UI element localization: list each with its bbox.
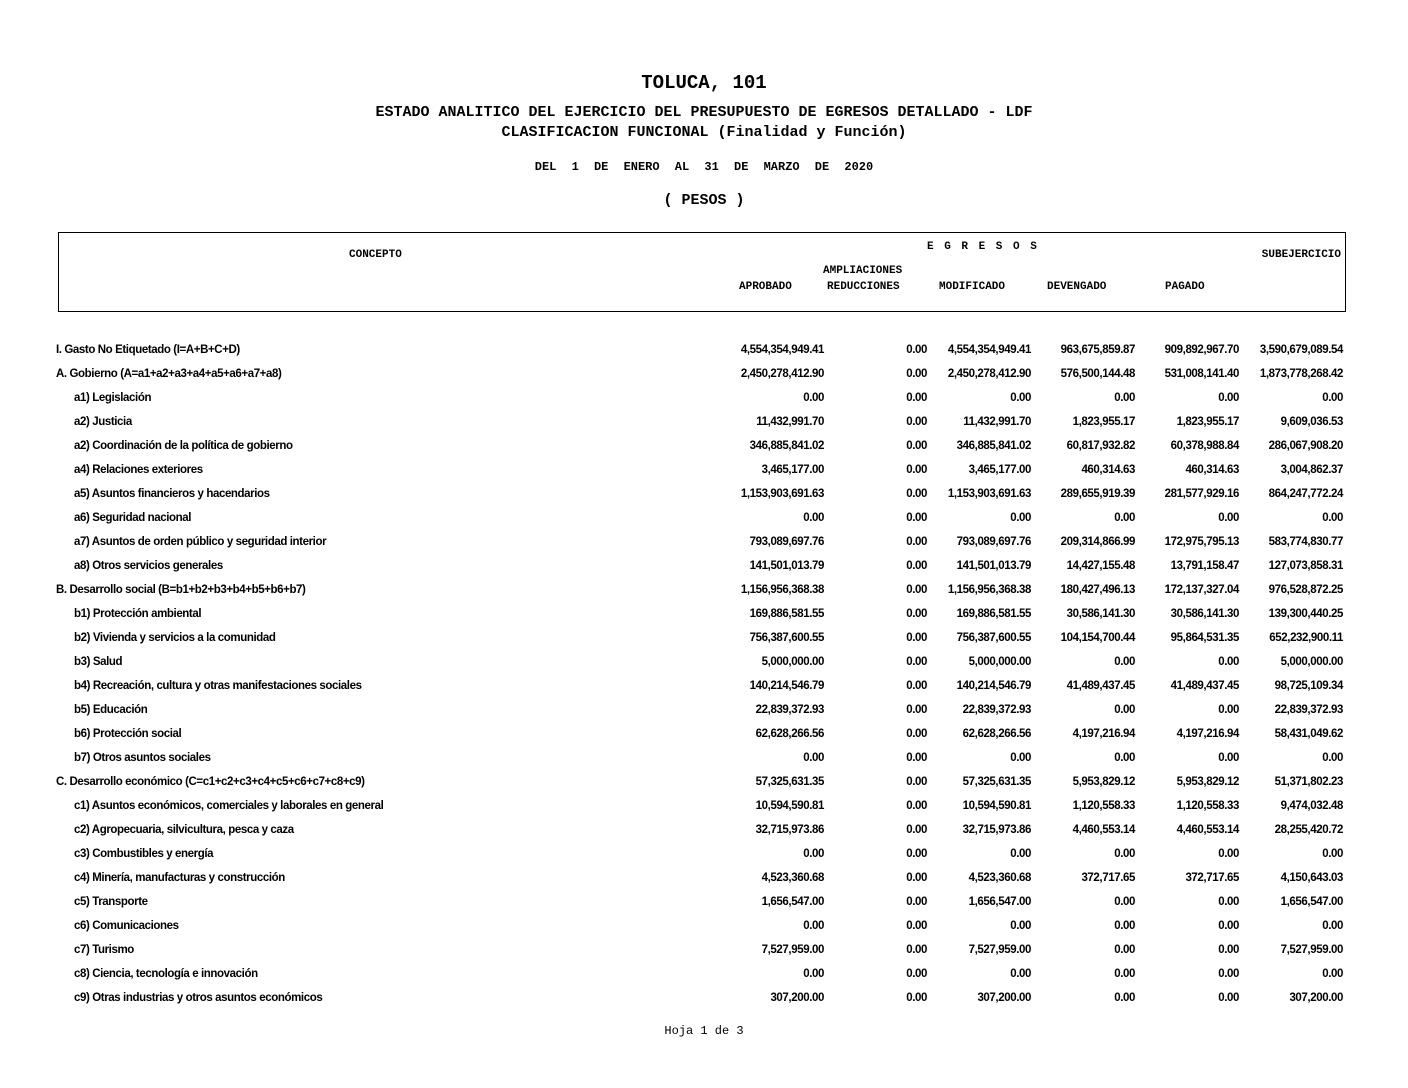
row-concepto: a4) Relaciones exteriores	[74, 464, 203, 476]
table-row	[0, 509, 1408, 533]
cell-devengado: 0.00	[1114, 920, 1135, 932]
cell-pagado: 1,120,558.33	[1176, 800, 1239, 812]
cell-reducciones: 0.00	[906, 800, 927, 812]
cell-subejercicio: 51,371,802.23	[1274, 776, 1343, 788]
cell-subejercicio: 652,232,900.11	[1269, 632, 1343, 644]
cell-pagado: 13,791,158.47	[1170, 560, 1239, 572]
cell-devengado: 0.00	[1114, 968, 1135, 980]
cell-subejercicio: 4,150,643.03	[1280, 872, 1343, 884]
header-ampliaciones: AMPLIACIONES	[823, 265, 903, 277]
cell-reducciones: 0.00	[906, 608, 927, 620]
cell-subejercicio: 3,004,862.37	[1280, 464, 1343, 476]
cell-pagado: 172,975,795.13	[1164, 536, 1239, 548]
row-concepto: c6) Comunicaciones	[74, 920, 179, 932]
cell-devengado: 576,500,144.48	[1060, 368, 1135, 380]
row-concepto: a8) Otros servicios generales	[74, 560, 223, 572]
cell-devengado: 0.00	[1114, 392, 1135, 404]
cell-modificado: 346,885,841.02	[956, 440, 1031, 452]
cell-modificado: 0.00	[1010, 512, 1031, 524]
table-row	[0, 941, 1408, 965]
cell-modificado: 0.00	[1010, 848, 1031, 860]
table-row	[0, 605, 1408, 629]
cell-subejercicio: 1,873,778,268.42	[1259, 368, 1343, 380]
cell-modificado: 4,523,360.68	[968, 872, 1031, 884]
budget-table-body	[0, 341, 1408, 1013]
cell-devengado: 0.00	[1114, 848, 1135, 860]
row-concepto: I. Gasto No Etiquetado (I=A+B+C+D)	[56, 344, 240, 356]
cell-aprobado: 141,501,013.79	[749, 560, 824, 572]
row-concepto: a2) Justicia	[74, 416, 132, 428]
cell-devengado: 4,197,216.94	[1072, 728, 1135, 740]
table-header	[58, 232, 1346, 312]
row-concepto: b6) Protección social	[74, 728, 182, 740]
row-concepto: b7) Otros asuntos sociales	[74, 752, 211, 764]
row-concepto: c2) Agropecuaria, silvicultura, pesca y caza	[74, 824, 294, 836]
cell-aprobado: 57,325,631.35	[755, 776, 824, 788]
cell-subejercicio: 286,067,908.20	[1268, 440, 1343, 452]
table-row	[0, 581, 1408, 605]
row-concepto: c8) Ciencia, tecnología e innovación	[74, 968, 258, 980]
cell-devengado: 289,655,919.39	[1060, 488, 1135, 500]
table-row	[0, 821, 1408, 845]
report-units: ( PESOS )	[663, 192, 745, 209]
table-row	[0, 653, 1408, 677]
cell-aprobado: 5,000,000.00	[761, 656, 824, 668]
cell-aprobado: 4,554,354,949.41	[740, 344, 824, 356]
cell-pagado: 0.00	[1218, 920, 1239, 932]
cell-modificado: 756,387,600.55	[956, 632, 1031, 644]
cell-modificado: 3,465,177.00	[968, 464, 1031, 476]
table-row	[0, 485, 1408, 509]
cell-devengado: 5,953,829.12	[1072, 776, 1135, 788]
cell-modificado: 32,715,973.86	[962, 824, 1031, 836]
row-concepto: b1) Protección ambiental	[74, 608, 202, 620]
cell-reducciones: 0.00	[906, 656, 927, 668]
cell-pagado: 0.00	[1218, 944, 1239, 956]
cell-subejercicio: 0.00	[1322, 752, 1343, 764]
cell-subejercicio: 7,527,959.00	[1280, 944, 1343, 956]
cell-reducciones: 0.00	[906, 944, 927, 956]
header-subejercicio: SUBEJERCICIO	[1261, 249, 1341, 261]
cell-reducciones: 0.00	[906, 560, 927, 572]
header-pagado: PAGADO	[1165, 281, 1205, 293]
cell-devengado: 963,675,859.87	[1060, 344, 1135, 356]
cell-pagado: 4,460,553.14	[1176, 824, 1239, 836]
cell-pagado: 0.00	[1218, 848, 1239, 860]
cell-pagado: 0.00	[1218, 512, 1239, 524]
cell-pagado: 0.00	[1218, 752, 1239, 764]
cell-devengado: 104,154,700.44	[1060, 632, 1135, 644]
cell-pagado: 0.00	[1218, 968, 1239, 980]
cell-modificado: 2,450,278,412.90	[947, 368, 1031, 380]
row-concepto: a6) Seguridad nacional	[74, 512, 192, 524]
row-concepto: a1) Legislación	[74, 392, 152, 404]
cell-subejercicio: 28,255,420.72	[1274, 824, 1343, 836]
table-row	[0, 533, 1408, 557]
cell-subejercicio: 307,200.00	[1289, 992, 1343, 1004]
cell-modificado: 169,886,581.55	[956, 608, 1031, 620]
row-concepto: c3) Combustibles y energía	[74, 848, 214, 860]
cell-pagado: 0.00	[1218, 392, 1239, 404]
row-concepto: B. Desarrollo social (B=b1+b2+b3+b4+b5+b6+b7)	[56, 584, 306, 596]
cell-pagado: 5,953,829.12	[1176, 776, 1239, 788]
cell-devengado: 180,427,496.13	[1060, 584, 1135, 596]
cell-aprobado: 0.00	[803, 968, 824, 980]
cell-reducciones: 0.00	[906, 392, 927, 404]
row-concepto: A. Gobierno (A=a1+a2+a3+a4+a5+a6+a7+a8)	[56, 368, 282, 380]
table-row	[0, 389, 1408, 413]
cell-devengado: 14,427,155.48	[1066, 560, 1135, 572]
cell-modificado: 793,089,697.76	[956, 536, 1031, 548]
cell-subejercicio: 976,528,872.25	[1268, 584, 1343, 596]
cell-aprobado: 22,839,372.93	[755, 704, 824, 716]
cell-devengado: 60,817,932.82	[1066, 440, 1135, 452]
report-classification: CLASIFICACION FUNCIONAL (Finalidad y Función)	[501, 124, 907, 141]
cell-reducciones: 0.00	[906, 968, 927, 980]
row-concepto: c4) Minería, manufacturas y construcción	[74, 872, 285, 884]
cell-pagado: 1,823,955.17	[1176, 416, 1239, 428]
cell-reducciones: 0.00	[906, 344, 927, 356]
cell-aprobado: 346,885,841.02	[749, 440, 824, 452]
cell-aprobado: 62,628,266.56	[755, 728, 824, 740]
table-row	[0, 629, 1408, 653]
table-row	[0, 797, 1408, 821]
row-concepto: a5) Asuntos financieros y hacendarios	[74, 488, 270, 500]
cell-pagado: 909,892,967.70	[1164, 344, 1239, 356]
cell-reducciones: 0.00	[906, 584, 927, 596]
cell-subejercicio: 864,247,772.24	[1268, 488, 1343, 500]
cell-subejercicio: 127,073,858.31	[1268, 560, 1343, 572]
row-concepto: b2) Vivienda y servicios a la comunidad	[74, 632, 276, 644]
table-row	[0, 437, 1408, 461]
row-concepto: c1) Asuntos económicos, comerciales y laborales en general	[74, 800, 384, 812]
cell-aprobado: 0.00	[803, 920, 824, 932]
cell-reducciones: 0.00	[906, 872, 927, 884]
table-row	[0, 725, 1408, 749]
cell-subejercicio: 0.00	[1322, 512, 1343, 524]
cell-aprobado: 0.00	[803, 392, 824, 404]
cell-pagado: 281,577,929.16	[1164, 488, 1239, 500]
cell-devengado: 0.00	[1114, 704, 1135, 716]
cell-subejercicio: 583,774,830.77	[1268, 536, 1343, 548]
table-row	[0, 557, 1408, 581]
cell-pagado: 30,586,141.30	[1170, 608, 1239, 620]
cell-aprobado: 140,214,546.79	[749, 680, 824, 692]
cell-pagado: 372,717.65	[1185, 872, 1239, 884]
cell-aprobado: 4,523,360.68	[761, 872, 824, 884]
header-devengado: DEVENGADO	[1047, 281, 1107, 293]
cell-subejercicio: 0.00	[1322, 392, 1343, 404]
cell-devengado: 0.00	[1114, 512, 1135, 524]
cell-modificado: 5,000,000.00	[968, 656, 1031, 668]
cell-modificado: 4,554,354,949.41	[947, 344, 1031, 356]
cell-devengado: 41,489,437.45	[1066, 680, 1135, 692]
table-row	[0, 773, 1408, 797]
cell-reducciones: 0.00	[906, 680, 927, 692]
cell-reducciones: 0.00	[906, 728, 927, 740]
cell-devengado: 4,460,553.14	[1072, 824, 1135, 836]
cell-reducciones: 0.00	[906, 632, 927, 644]
cell-pagado: 0.00	[1218, 992, 1239, 1004]
header-aprobado: APROBADO	[739, 281, 792, 293]
cell-reducciones: 0.00	[906, 920, 927, 932]
cell-devengado: 0.00	[1114, 896, 1135, 908]
cell-modificado: 0.00	[1010, 752, 1031, 764]
table-row	[0, 749, 1408, 773]
cell-aprobado: 1,153,903,691.63	[740, 488, 824, 500]
cell-reducciones: 0.00	[906, 992, 927, 1004]
cell-pagado: 460,314.63	[1185, 464, 1239, 476]
cell-modificado: 22,839,372.93	[962, 704, 1031, 716]
table-row	[0, 893, 1408, 917]
table-row	[0, 869, 1408, 893]
cell-reducciones: 0.00	[906, 752, 927, 764]
cell-pagado: 95,864,531.35	[1170, 632, 1239, 644]
cell-subejercicio: 0.00	[1322, 968, 1343, 980]
table-row	[0, 917, 1408, 941]
cell-pagado: 4,197,216.94	[1176, 728, 1239, 740]
cell-modificado: 1,153,903,691.63	[947, 488, 1031, 500]
cell-reducciones: 0.00	[906, 848, 927, 860]
cell-devengado: 0.00	[1114, 992, 1135, 1004]
cell-subejercicio: 0.00	[1322, 848, 1343, 860]
header-egresos: E G R E S O S	[927, 241, 1039, 253]
table-row	[0, 845, 1408, 869]
cell-reducciones: 0.00	[906, 776, 927, 788]
table-row	[0, 461, 1408, 485]
row-concepto: c9) Otras industrias y otros asuntos económicos	[74, 992, 323, 1004]
cell-aprobado: 1,656,547.00	[761, 896, 824, 908]
cell-modificado: 11,432,991.70	[963, 416, 1031, 428]
cell-pagado: 0.00	[1218, 656, 1239, 668]
cell-aprobado: 169,886,581.55	[749, 608, 824, 620]
cell-reducciones: 0.00	[906, 512, 927, 524]
cell-modificado: 1,156,956,368.38	[947, 584, 1031, 596]
cell-devengado: 0.00	[1114, 944, 1135, 956]
cell-modificado: 57,325,631.35	[962, 776, 1031, 788]
table-row	[0, 365, 1408, 389]
row-concepto: C. Desarrollo económico (C=c1+c2+c3+c4+c5+c6+c7+c8+c9)	[56, 776, 365, 788]
table-row	[0, 989, 1408, 1013]
cell-devengado: 460,314.63	[1081, 464, 1135, 476]
cell-aprobado: 7,527,959.00	[761, 944, 824, 956]
cell-devengado: 1,823,955.17	[1072, 416, 1135, 428]
cell-devengado: 372,717.65	[1081, 872, 1135, 884]
table-row	[0, 701, 1408, 725]
header-modificado: MODIFICADO	[939, 281, 1006, 293]
cell-aprobado: 793,089,697.76	[749, 536, 824, 548]
cell-modificado: 141,501,013.79	[956, 560, 1031, 572]
cell-aprobado: 756,387,600.55	[749, 632, 824, 644]
cell-modificado: 140,214,546.79	[956, 680, 1031, 692]
cell-aprobado: 2,450,278,412.90	[740, 368, 824, 380]
cell-aprobado: 32,715,973.86	[755, 824, 824, 836]
header-reducciones: REDUCCIONES	[827, 281, 900, 293]
cell-modificado: 7,527,959.00	[968, 944, 1031, 956]
cell-modificado: 0.00	[1010, 968, 1031, 980]
report-title: TOLUCA, 101	[641, 72, 767, 94]
cell-reducciones: 0.00	[906, 464, 927, 476]
row-concepto: a7) Asuntos de orden público y seguridad interior	[74, 536, 327, 548]
row-concepto: b5) Educación	[74, 704, 148, 716]
cell-subejercicio: 9,474,032.48	[1280, 800, 1343, 812]
cell-subejercicio: 98,725,109.34	[1274, 680, 1343, 692]
cell-pagado: 172,137,327.04	[1164, 584, 1239, 596]
row-concepto: c5) Transporte	[74, 896, 148, 908]
cell-aprobado: 0.00	[803, 752, 824, 764]
cell-pagado: 0.00	[1218, 704, 1239, 716]
cell-modificado: 0.00	[1010, 392, 1031, 404]
row-concepto: c7) Turismo	[74, 944, 134, 956]
table-row	[0, 413, 1408, 437]
cell-devengado: 0.00	[1114, 656, 1135, 668]
cell-modificado: 0.00	[1010, 920, 1031, 932]
table-row	[0, 965, 1408, 989]
cell-reducciones: 0.00	[906, 896, 927, 908]
cell-reducciones: 0.00	[906, 368, 927, 380]
cell-aprobado: 11,432,991.70	[756, 416, 824, 428]
cell-subejercicio: 22,839,372.93	[1274, 704, 1343, 716]
cell-devengado: 30,586,141.30	[1066, 608, 1135, 620]
cell-modificado: 10,594,590.81	[962, 800, 1031, 812]
report-period: DEL 1 DE ENERO AL 31 DE MARZO DE 2020	[534, 160, 874, 174]
cell-modificado: 62,628,266.56	[962, 728, 1031, 740]
report-subtitle: ESTADO ANALITICO DEL EJERCICIO DEL PRESUPUESTO DE EGRESOS DETALLADO - LDF	[375, 104, 1033, 121]
cell-modificado: 307,200.00	[977, 992, 1031, 1004]
cell-reducciones: 0.00	[906, 416, 927, 428]
cell-subejercicio: 3,590,679,089.54	[1259, 344, 1343, 356]
cell-pagado: 531,008,141.40	[1164, 368, 1239, 380]
cell-aprobado: 3,465,177.00	[761, 464, 824, 476]
row-concepto: a2) Coordinación de la política de gobierno	[74, 440, 293, 452]
cell-aprobado: 1,156,956,368.38	[740, 584, 824, 596]
cell-pagado: 41,489,437.45	[1170, 680, 1239, 692]
cell-pagado: 0.00	[1218, 896, 1239, 908]
cell-devengado: 0.00	[1114, 752, 1135, 764]
cell-aprobado: 0.00	[803, 512, 824, 524]
cell-subejercicio: 0.00	[1322, 920, 1343, 932]
cell-subejercicio: 5,000,000.00	[1280, 656, 1343, 668]
header-concepto: CONCEPTO	[349, 249, 402, 261]
cell-devengado: 1,120,558.33	[1072, 800, 1135, 812]
cell-reducciones: 0.00	[906, 824, 927, 836]
cell-modificado: 1,656,547.00	[968, 896, 1031, 908]
page-indicator: Hoja 1 de 3	[664, 1024, 744, 1038]
cell-subejercicio: 1,656,547.00	[1280, 896, 1343, 908]
table-row	[0, 341, 1408, 365]
row-concepto: b3) Salud	[74, 656, 123, 668]
cell-subejercicio: 58,431,049.62	[1274, 728, 1343, 740]
cell-aprobado: 0.00	[803, 848, 824, 860]
cell-devengado: 209,314,866.99	[1060, 536, 1135, 548]
cell-reducciones: 0.00	[906, 704, 927, 716]
cell-subejercicio: 9,609,036.53	[1280, 416, 1343, 428]
cell-reducciones: 0.00	[906, 488, 927, 500]
cell-reducciones: 0.00	[906, 536, 927, 548]
row-concepto: b4) Recreación, cultura y otras manifestaciones sociales	[74, 680, 362, 692]
table-row	[0, 677, 1408, 701]
cell-aprobado: 10,594,590.81	[755, 800, 824, 812]
cell-subejercicio: 139,300,440.25	[1268, 608, 1343, 620]
cell-aprobado: 307,200.00	[770, 992, 824, 1004]
cell-pagado: 60,378,988.84	[1170, 440, 1239, 452]
cell-reducciones: 0.00	[906, 440, 927, 452]
